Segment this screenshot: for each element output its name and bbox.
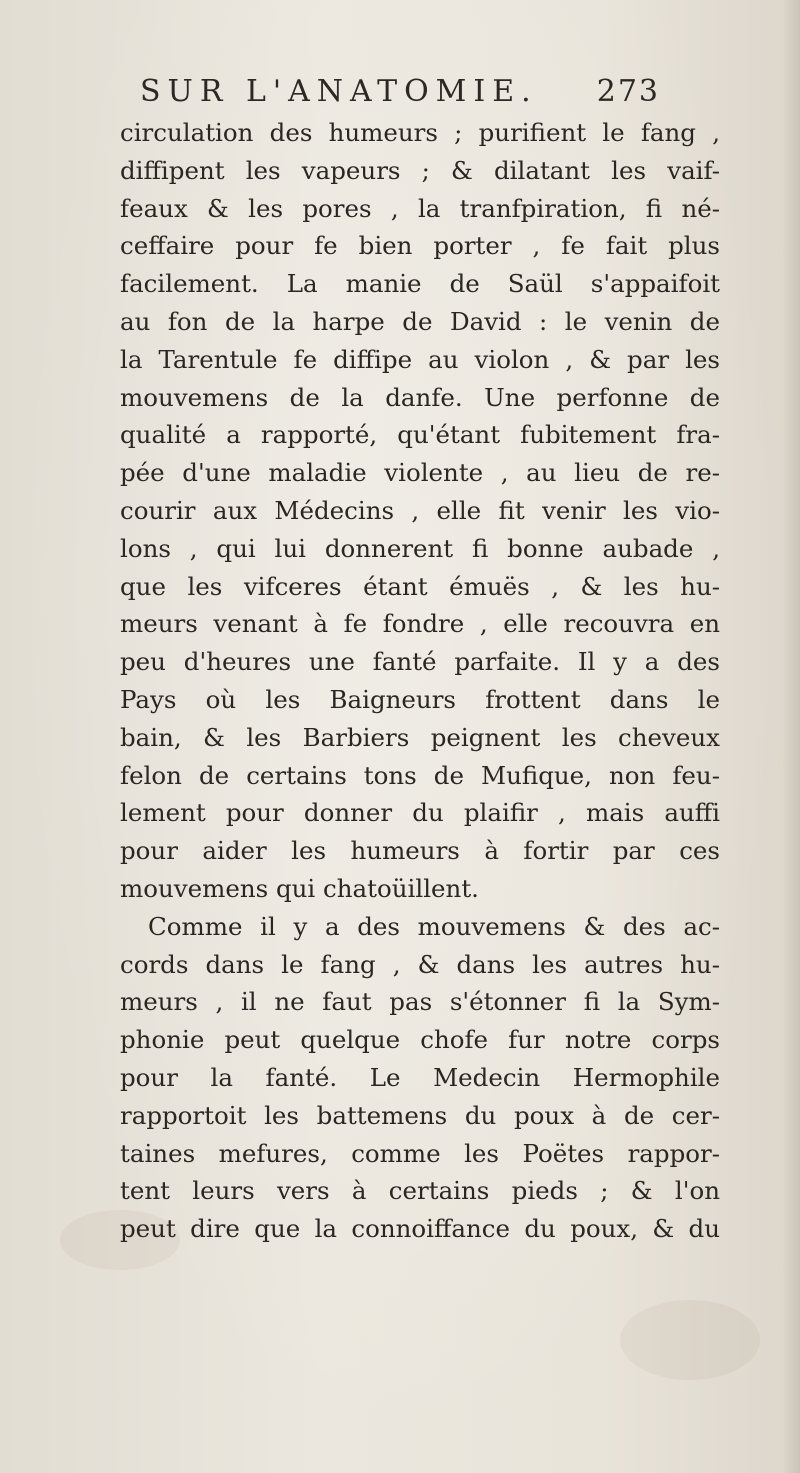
text-line: phonie peut quelque chofe fur notre corps — [120, 1025, 720, 1055]
text-line: que les vifceres étant émuës , & les hu- — [120, 571, 720, 601]
text-line-paragraph-end: mouvemens qui chatoüillent. — [120, 873, 479, 903]
text-line: felon de certains tons de Mufique, non feu- — [120, 760, 720, 790]
page-number: 273 — [596, 74, 660, 109]
text-line: feaux & les pores , la tranfpiration, fi né- — [120, 193, 720, 223]
text-line-paragraph-start: Comme il y a des mouvemens & des ac- — [148, 911, 720, 941]
text-line: la Tarentule fe diffipe au violon , & par les — [120, 344, 720, 374]
text-line: cords dans le fang , & dans les autres hu- — [120, 949, 720, 979]
running-head-title: SUR L'ANATOMIE. — [140, 74, 538, 109]
text-line: Pays où les Baigneurs frottent dans le — [120, 684, 720, 714]
text-line: pour la fanté. Le Medecin Hermophile — [120, 1062, 720, 1092]
page-edge-shadow — [782, 0, 800, 1473]
text-line: tent leurs vers à certains pieds ; & l'on — [120, 1176, 720, 1206]
text-line: facilement. La manie de Saül s'appaifoit — [120, 269, 720, 299]
text-line: rapportoit les battemens du poux à de cer- — [120, 1100, 720, 1130]
text-line: pée d'une maladie violente , au lieu de re- — [120, 458, 720, 488]
text-line: courir aux Médecins , elle fit venir les vio- — [120, 495, 720, 525]
text-line: pour aider les humeurs à fortir par ces — [120, 836, 720, 866]
text-line: mouvemens de la danfe. Une perfonne de — [120, 382, 720, 412]
text-line: taines mefures, comme les Poëtes rappor- — [120, 1138, 720, 1168]
paper-stain — [620, 1300, 760, 1380]
text-line: peut dire que la connoiffance du poux, & du — [120, 1214, 720, 1244]
text-line: peu d'heures une fanté parfaite. Il y a des — [120, 647, 720, 677]
text-line: circulation des humeurs ; purifient le fang , — [120, 118, 720, 147]
text-line: diffipent les vapeurs ; & dilatant les vaif- — [120, 155, 720, 185]
text-line: meurs , il ne faut pas s'étonner fi la Sym- — [120, 987, 720, 1017]
text-line: lement pour donner du plaifir , mais auffi — [120, 798, 720, 828]
body-text — [120, 114, 720, 1248]
running-head — [140, 70, 660, 114]
text-line: qualité a rapporté, qu'étant fubitement fra- — [120, 420, 720, 450]
text-line: bain, & les Barbiers peignent les cheveux — [120, 722, 720, 752]
text-line: au fon de la harpe de David : le venin de — [120, 306, 720, 336]
text-line: ceffaire pour fe bien porter , fe fait plus — [120, 231, 720, 261]
text-line: lons , qui lui donnerent fi bonne aubade , — [120, 533, 720, 563]
text-line: meurs venant à fe fondre , elle recouvra en — [120, 609, 720, 639]
